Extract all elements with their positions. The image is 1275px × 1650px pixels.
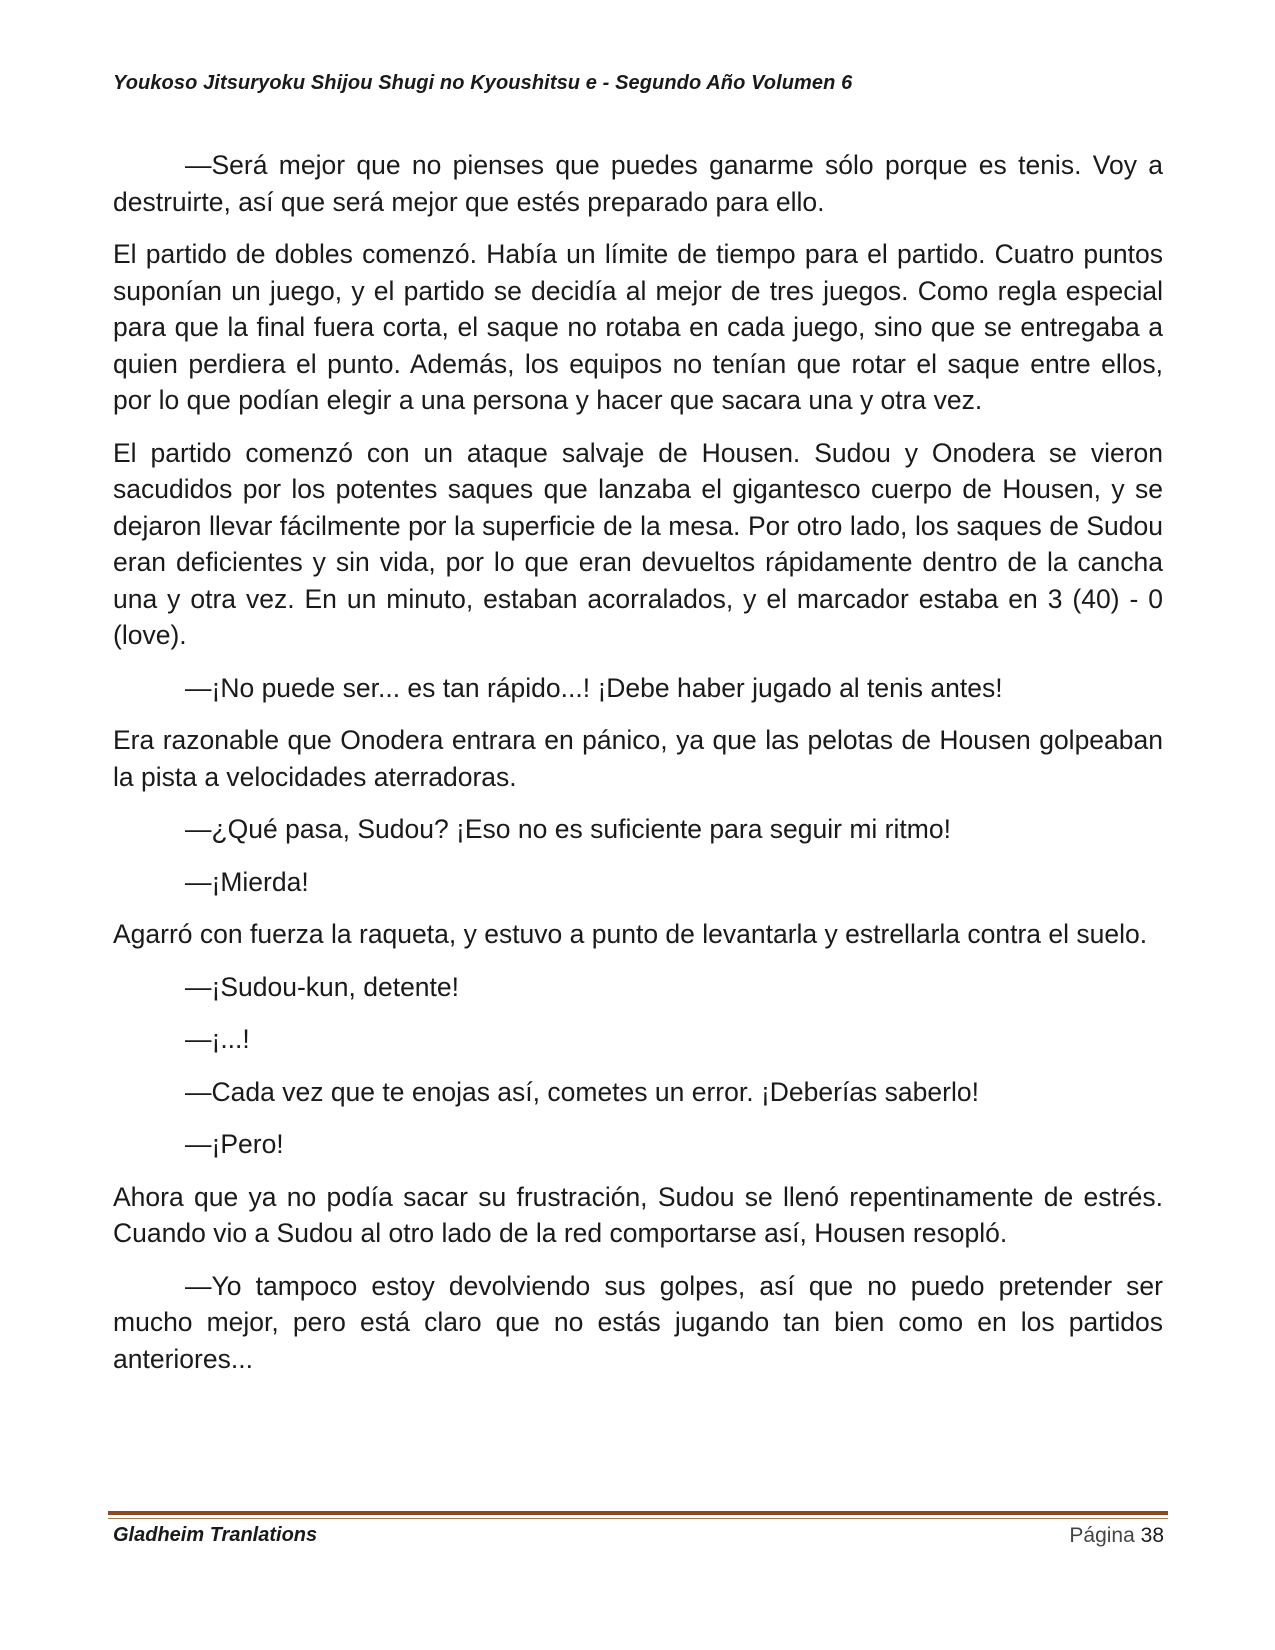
footer-divider-thin — [108, 1518, 1168, 1519]
footer-translator: Gladheim Tranlations — [113, 1524, 318, 1546]
page-body — [113, 147, 1163, 1393]
paragraph-7: —¡Mierda! — [185, 866, 309, 897]
paragraph-12: —¡Pero! — [185, 1129, 284, 1159]
page-number: 38 — [1140, 1524, 1164, 1547]
page-label: Página — [1069, 1524, 1135, 1547]
page-header-title: Youkoso Jitsuryoku Shijou Shugi no Kyoushitsu e - Segundo Año Volumen 6 — [113, 72, 853, 94]
footer-page-indicator — [1069, 1524, 1164, 1548]
paragraph-13: Ahora que ya no podía sacar su frustración, Sudou se llenó repentinamente de estrés. Cuando vio a Sudou al otro lado de la red comportarse así, Housen resopló. — [113, 1181, 1163, 1248]
paragraph-6: —¿Qué pasa, Sudou? ¡Eso no es suficiente para seguir mi ritmo! — [185, 814, 951, 844]
paragraph-10: —¡...! — [185, 1024, 250, 1054]
paragraph-9: —¡Sudou-kun, detente! — [185, 971, 460, 1002]
paragraph-3: El partido comenzó con un ataque salvaje de Housen. Sudou y Onodera se vieron sacudidos por los potentes saques que lanzaba el gigantesco cuerpo de Housen, y se dejaron llevar fácilmente por la superficie de la mesa. Por otro lado, los saques de Sudou eran deficientes y sin vida, por lo que eran devueltos rápidamente dentro de la cancha una y otra vez. En un minuto, estaban acorralados, y el marcador estaba en 3 (40) - 0 (love). — [113, 437, 1163, 650]
paragraph-2: El partido de dobles comenzó. Había un límite de tiempo para el partido. Cuatro puntos suponían un juego, y el partido se decidía al mejor de tres juegos. Como regla especial para que la final fuera corta, el saque no rotaba en cada juego, sino que se entregaba a quien perdiera el punto. Además, los equipos no tenían que rotar el saque entre ellos, por lo que podían elegir a una persona y hacer que sacara una y otra vez. — [113, 239, 1163, 415]
paragraph-8: Agarró con fuerza la raqueta, y estuvo a punto de levantarla y estrellarla contra el suelo. — [113, 919, 1148, 949]
paragraph-11: —Cada vez que te enojas así, cometes un error. ¡Deberías saberlo! — [185, 1076, 979, 1107]
footer-divider-thick — [108, 1511, 1168, 1515]
paragraph-4: —¡No puede ser... es tan rápido...! ¡Debe haber jugado al tenis antes! — [185, 672, 1003, 703]
paragraph-5: Era razonable que Onodera entrara en pánico, ya que las pelotas de Housen golpeaban la pista a velocidades aterradoras. — [113, 725, 1163, 792]
paragraph-14: —Yo tampoco estoy devolviendo sus golpes, así que no puedo pretender ser mucho mejor, pero está claro que no estás jugando tan bien como en los partidos anteriores... — [113, 1270, 1163, 1374]
paragraph-1: —Será mejor que no pienses que puedes ganarme sólo porque es tenis. Voy a destruirte, así que será mejor que estés preparado para ello. — [113, 150, 1163, 217]
